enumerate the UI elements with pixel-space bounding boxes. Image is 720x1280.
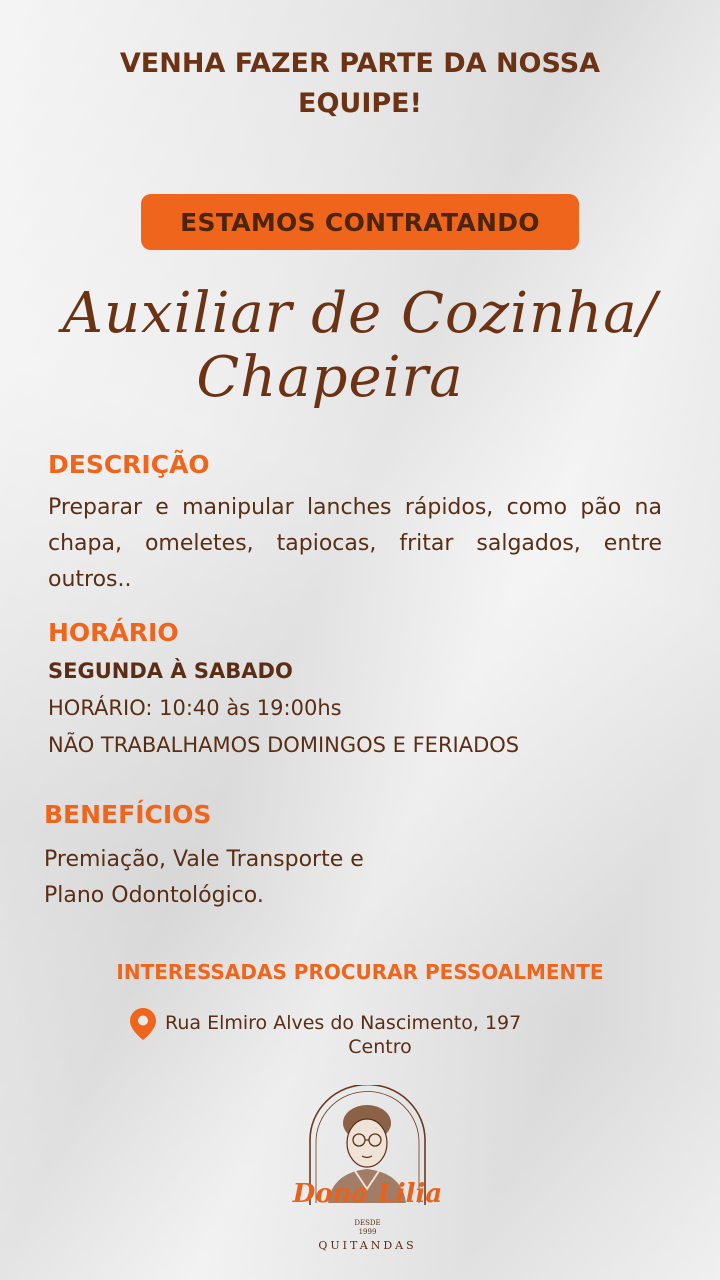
brand-since-label: DESDE xyxy=(354,1219,381,1227)
benefits-title: BENEFÍCIOS xyxy=(44,800,212,829)
headline xyxy=(60,44,660,124)
description-title: DESCRIÇÃO xyxy=(48,450,210,479)
headline-line-2: EQUIPE! xyxy=(298,88,422,119)
brand-since-year: 1999 xyxy=(358,1228,377,1236)
contact-cta: INTERESSADAS PROCURAR PESSOALMENTE xyxy=(116,960,604,984)
job-title-line-2: Chapeira xyxy=(196,345,464,410)
brand-since xyxy=(280,1219,455,1237)
hiring-badge-label: ESTAMOS CONTRATANDO xyxy=(180,207,540,237)
benefits-line-1: Premiação, Vale Transporte e xyxy=(44,847,364,872)
hiring-badge xyxy=(141,194,579,250)
job-title-line-1: Auxiliar de Cozinha/ xyxy=(62,281,658,346)
job-title xyxy=(20,282,700,410)
description-text: Preparar e manipular lanches rápidos, como pão na chapa, omeletes, tapiocas, fritar salgados, entre outros.. xyxy=(48,495,662,592)
brand-name: Dona Lilia xyxy=(292,1179,443,1209)
schedule-note: NÃO TRABALHAMOS DOMINGOS E FERIADOS xyxy=(48,733,520,757)
schedule-days: SEGUNDA À SABADO xyxy=(48,659,293,683)
schedule-hours: HORÁRIO: 10:40 às 19:00hs xyxy=(48,696,342,720)
headline-line-1: VENHA FAZER PARTE DA NOSSA xyxy=(119,48,601,79)
brand-tagline: QUITANDAS xyxy=(318,1239,417,1252)
address-line-1: Rua Elmiro Alves do Nascimento, 197 xyxy=(165,1012,522,1034)
brand-logo xyxy=(280,1085,455,1260)
schedule-title: HORÁRIO xyxy=(48,618,179,647)
benefits-line-2: Plano Odontológico. xyxy=(44,883,264,908)
address-line-2: Centro xyxy=(348,1036,412,1058)
